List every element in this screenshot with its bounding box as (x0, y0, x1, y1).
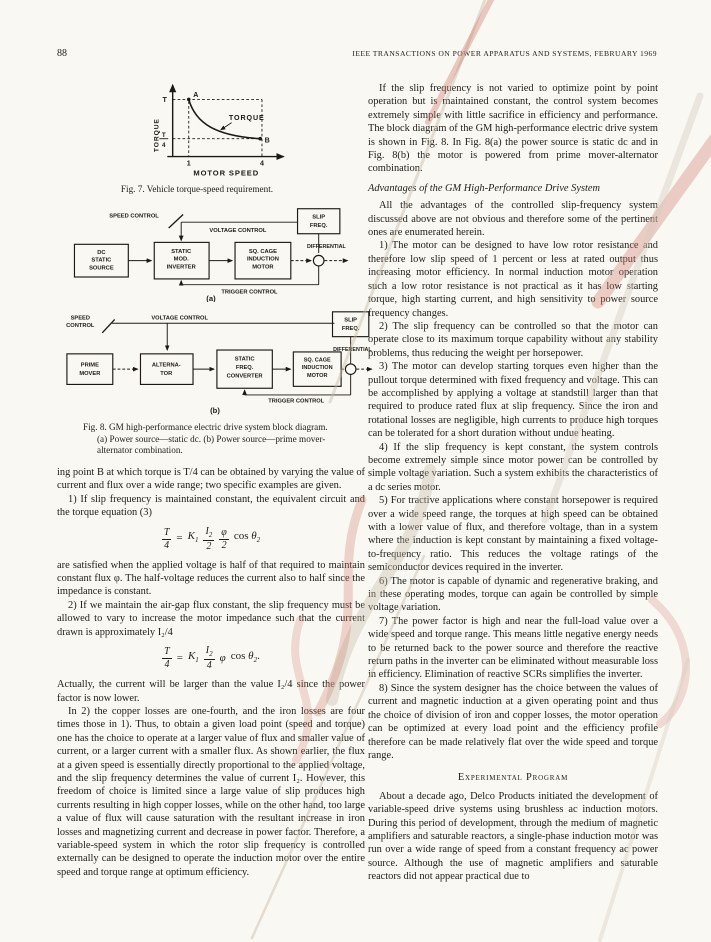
fig8b-box2-line2: TOR (160, 370, 173, 377)
fig8b-box2-line1: ALTERNA- (151, 362, 181, 369)
coefficient-K1: $K_1$ (187, 649, 199, 664)
section-heading-experimental-program: Experimental Program (457, 772, 569, 784)
fig7-point-a-dot (187, 98, 191, 102)
fig8a-box2-line1: STATIC (171, 248, 192, 255)
fig8-caption (57, 422, 365, 456)
fig8b-sublabel: (b) (210, 406, 220, 416)
fig8b-alternator-box (140, 354, 193, 385)
fig7-x-axis-label: MOTOR SPEED (193, 168, 260, 178)
fig7-point-b-dot (258, 137, 262, 141)
phi-term: φ (219, 651, 226, 664)
fig8a-slip-freq-line2: FREQ. (309, 222, 328, 229)
fig8a-box3-line2: INDUCTION (246, 256, 279, 263)
list-item-7: 7) The power factor is high and near the full-load value over a wide speed and torque range. This means little negative energy needs to be returned back to the power source and therefore the reactive return paths in the inverter can be eliminated without measurable loss in efficiency. Elimination of reactive SCRs simplifies the inverter. (368, 615, 658, 681)
fig8a-box3-line1: SQ. CAGE (248, 248, 277, 255)
fig7-tick-T4-den: 4 (162, 141, 166, 149)
fig8b-differential-circle (345, 364, 356, 375)
paragraph-case1-cont: are satisfied when the applied voltage is half of that required to maintain constant flux φ. The half-voltage reduces the current also to half since the impedance is constant. (57, 559, 365, 598)
list-item-2: 2) The slip frequency can be controlled so that the motor can operate close to its maximum torque capability without any stability problems, thus reducing the weight per horsepower. (368, 320, 658, 359)
equation-3-case1 (57, 527, 365, 552)
fig8b-box3-line3: CONVERTER (226, 373, 263, 380)
fraction-T4: $\frac{T}{4}$ (163, 526, 170, 551)
figure-8b (57, 308, 372, 419)
fig7-caption: Fig. 7. Vehicle torque-speed requirement. (120, 184, 274, 195)
fig8b-voltage-control-label: VOLTAGE CONTROL (151, 315, 208, 322)
fig8b-block-diagram (57, 308, 373, 415)
list-item-8: 8) Since the system designer has the choice between the values of current and magnetic induction at a given operating point and thus the choice of division of iron and copper losses, the motor operation can be optimized at every load point and the efficiency profile therefore can be made relatively flat over the wide speed and torque range. (368, 682, 658, 761)
fig8b-box4-line2: INDUCTION (301, 365, 333, 372)
fig8a-speed-control-label: SPEED CONTROL (109, 212, 159, 219)
cos-theta2-term: $\cos \theta_2$ (233, 530, 261, 545)
fig7-tick-1: 1 (186, 159, 191, 168)
paragraph-actually: Actually, the current will be larger than the value I₂/4 since the power factor is now lower. (57, 679, 365, 704)
fig8b-differential-label: DIFFERENTIAL (333, 347, 372, 354)
coefficient-K1: $K_1$ (187, 530, 199, 545)
fig8a-box1-line2: STATIC (91, 257, 112, 264)
equals-sign: = (176, 651, 183, 664)
fraction-T4: $\frac{T}{4}$ (164, 646, 170, 671)
fraction-phi-over-2: $\frac{\varphi}{2}$ (221, 526, 227, 551)
list-item-6: 6) The motor is capable of dynamic and regenerative braking, and in these operating modes, torque can again be controlled by simple voltage variation. (368, 575, 658, 614)
fig8a-voltage-control-label: VOLTAGE CONTROL (209, 227, 267, 234)
fig7-curve-label: TORQUE (228, 113, 265, 122)
paragraph-experimental-intro: About a decade ago, Delco Products initiated the development of variable-speed drive systems using brushless ac induction motors. During this period of development, through the medium of magnetic amplifiers and saturable reactors, a single-phase induction motor was run over a wide range of speed from a constant frequency ac power source. Although the use of magnetic amplifiers and saturable reactors did not appear practical due to (368, 790, 658, 883)
fig8a-box1-line1: DC (97, 249, 106, 256)
fig8b-box3-line2: FREQ. (235, 365, 254, 372)
fig8b-slip-freq-box (333, 312, 369, 337)
left-column (57, 78, 372, 879)
left-column-text (57, 466, 365, 879)
fig7-point-a-label: A (193, 90, 199, 99)
fig8a-sublabel: (a) (206, 293, 216, 302)
paragraph-slip-frequency: If the slip frequency is not varied to optimize point by point operation but is maintained constant, the control system becomes extremely simple with little sacrifice in efficiency and performance. The block diagram of the GM high-performance electric drive system is shown in Fig. 8. In Fig. 8(a) the power source is static dc and in Fig. 8(b) the motor is powered from prime mover-alternator combination. (368, 83, 658, 175)
fig8b-box1-line2: MOVER (79, 370, 101, 377)
paragraph-continuation: ing point B at which torque is T/4 can be obtained by varying the value of current and flux over a wide range; two specific examples are given. (57, 467, 365, 492)
fig8b-speed-control-line2: CONTROL (66, 323, 95, 330)
paragraph-losses-discussion: In 2) the copper losses are one-fourth, and the iron losses are four times those in 1). Thus, to obtain a given load point (speed and torque) one has the choice to operate at a larger value of flux and smaller value of current, or a larger current with a smaller flux. As shown earlier, the flux at a given speed is essentially directly proportional to the applied voltage, and the slip frequency determines the value of current I₂. However, this freedom of choice is limited since a large value of slip produces high currents resulting in high copper losses, while on the other hand, too large a value of flux will cause saturation with the resultant increase in iron losses and magnetizing current and decrease in power factor. Therefore, a variable-speed system in which the rotor slip frequency is controlled externally can be designed to operate the induction motor over the entire speed and torque range at optimum efficiency. (57, 705, 365, 878)
fig7-y-axis-label: TORQUE (153, 118, 161, 153)
list-item-5: 5) For tractive applications where constant horsepower is required over a wide speed range, the torques at high speed can be obtained with a lower value of flux, and therefore voltage, than in a system where the induction is kept constant by maintaining a fixed voltage-to-frequency ratio. This reduces the voltage ratings of the semiconductor devices required in the inverter. (368, 495, 658, 574)
fig7-tick-T4-num: T (161, 131, 166, 139)
fig8b-prime-mover-box (67, 354, 113, 385)
fig8a-box2-line3: INVERTER (166, 263, 196, 270)
fig8b-box4-line3: MOTOR (306, 372, 328, 379)
paragraph-advantages-intro: All the advantages of the controlled slip-frequency system discussed above are not obvious and therefore some of the pertinent ones are enumerated herein. (368, 200, 658, 239)
figure-8a (57, 202, 365, 306)
fig8b-box3-line1: STATIC (234, 356, 255, 363)
fig8a-slip-freq-line1: SLIP (312, 213, 326, 220)
fig8a-trigger-control-label: TRIGGER CONTROL (221, 288, 278, 295)
fraction-I2-over-2: $\frac{I_2}{2}$ (205, 525, 213, 552)
fig8a-box2-line2: MOD. (173, 256, 189, 263)
fig7-tick-4: 4 (259, 159, 264, 168)
fraction-I2-over-4: $\frac{I_2}{4}$ (205, 645, 213, 672)
page-number: 88 (57, 48, 67, 59)
figure-7 (117, 78, 323, 196)
fig7-torque-speed-chart (117, 78, 323, 178)
fig8b-trigger-control-label: TRIGGER CONTROL (268, 398, 325, 405)
fig8b-slip-freq-line1: SLIP (344, 317, 358, 324)
subsection-heading-advantages: Advantages of the GM High-Performance Drive System (368, 182, 600, 194)
fig7-curve-arrow (221, 123, 232, 130)
list-item-1: 1) The motor can be designed to have low rotor resistance and therefore low slip speed of 1 percent or less at rated output thus increasing motor efficiency. In normal induction motor operation such a low rotor resistance is not practical as it has low starting torque, high starting current, and high sensitivity to power source frequency changes. (368, 240, 658, 319)
list-item-4: 4) If the slip frequency is kept constant, the system controls become extremely simple since motor power can be controlled by simple voltage variation. Such a system exhibits the characteristics of a dc series motor. (368, 441, 658, 493)
fig8-caption-line2: (a) Power source—static dc. (b) Power source—prime mover- (97, 433, 326, 444)
fig8b-speed-control-line1: SPEED (70, 315, 90, 322)
fig8-caption-line3: alternator combination. (97, 444, 183, 455)
fig8b-switch-slash (102, 319, 114, 332)
fig8-caption-line1: Fig. 8. GM high-performance electric drive system block diagram. (83, 422, 328, 433)
fig8b-box1-line1: PRIME (80, 362, 99, 369)
equation-3-case2 (57, 646, 365, 671)
fig8a-differential-label: DIFFERENTIAL (306, 243, 346, 250)
fig8a-slip-freq-box (298, 208, 340, 233)
fig8a-differential-circle (313, 255, 324, 266)
fig8a-block-diagram (66, 202, 356, 302)
fig8a-box3-line3: MOTOR (252, 263, 274, 270)
list-item-3: 3) The motor can develop starting torques even higher than the pullout torque determined with fixed frequency and voltage. This can be accomplished by applying a voltage at standstill larger than that required to produce rated flux at slip frequency. Since the iron and rotational losses are negligible, high currents to produce high torques can be tolerated for a short duration without undue heating. (368, 361, 658, 440)
paragraph-case2: 2) If we maintain the air-gap flux constant, the slip frequency must be allowed to vary to increase the motor impedance such that the current drawn is approximately I₂/4 (57, 599, 365, 638)
cos-theta2-term: $\cos \theta_2$. (230, 649, 260, 664)
right-column (368, 82, 658, 884)
fig8b-box4-line1: SQ. CAGE (303, 357, 331, 364)
journal-title: IEEE TRANSACTIONS ON POWER APPARATUS AND SYSTEMS, FEBRUARY 1969 (352, 49, 657, 58)
equals-sign: = (176, 532, 183, 545)
fig8a-box1-line3: SOURCE (89, 264, 114, 271)
paragraph-case1: 1) If slip frequency is maintained constant, the equivalent circuit and the torque equation (3) (57, 493, 365, 519)
page-header (57, 48, 657, 59)
fig7-point-b-label: B (264, 136, 270, 145)
fig7-tick-T: T (162, 96, 167, 105)
fig8b-slip-freq-line2: FREQ. (341, 325, 360, 332)
